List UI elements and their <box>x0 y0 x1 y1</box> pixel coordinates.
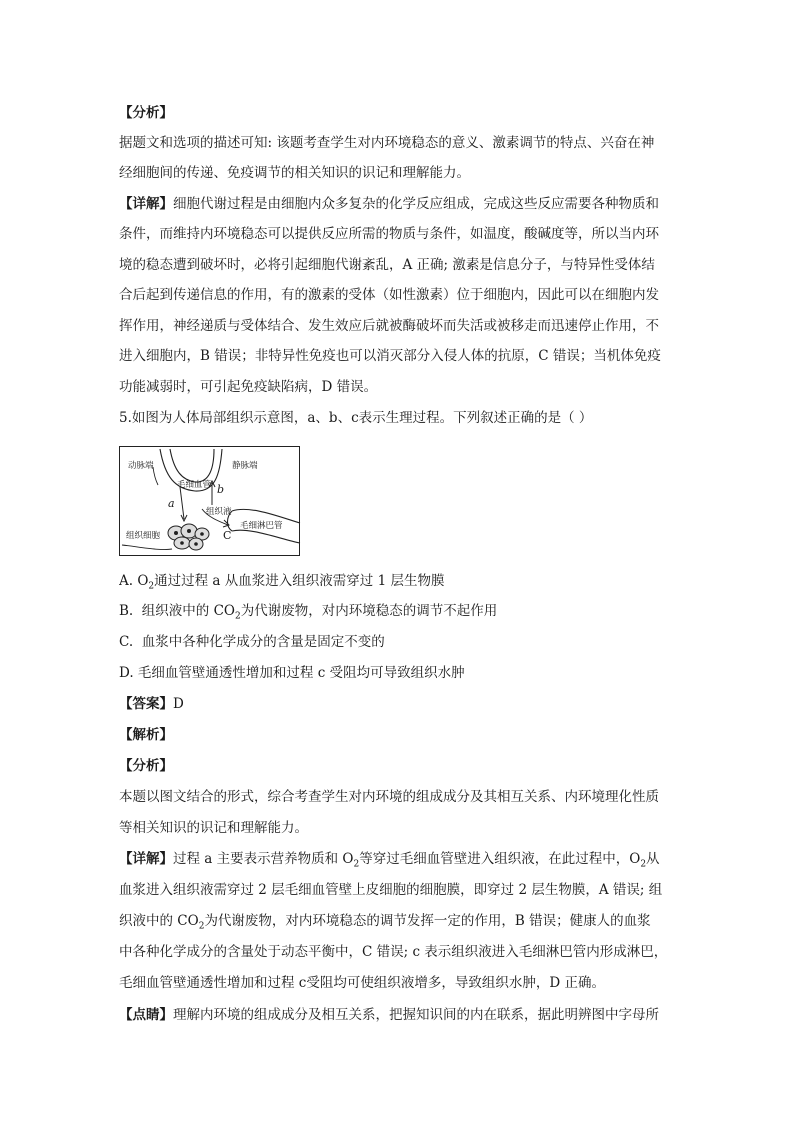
question-stem: 5.如图为人体局部组织示意图，a、b、c表示生理过程。下列叙述正确的是（ ） <box>119 410 593 426</box>
tip-text: 理解内环境的组成成分及相互关系，把握知识间的内在联系，据此明辨图中字母所 <box>173 1007 659 1023</box>
q5-detail-l1-b: 等穿过毛细血管壁进入组织液，在此过程中，O <box>359 851 641 867</box>
option-d-text: 毛细血管壁通透性增加和过程 c 受阻均可导致组织水肿 <box>133 665 465 681</box>
option-b-text-2: 为代谢废物，对内环境稳态的调节不起作用 <box>240 603 498 619</box>
option-a-text-1: O <box>133 573 149 589</box>
q5-detail-sub-2: 2 <box>640 859 647 870</box>
process-c-label: C <box>223 529 232 542</box>
detail-line-7: 功能减弱时，可引起免疫缺陷病，D 错误。 <box>119 379 378 395</box>
detail-line-6: 进入细胞内，B 错误；非特异性免疫也可以消灭部分入侵人体的抗原，C 错误；当机体免疫 <box>119 348 661 364</box>
option-d-letter: D. <box>119 665 134 681</box>
option-a-letter: A. <box>119 573 134 589</box>
option-c-letter: C. <box>119 634 134 650</box>
option-b <box>119 601 679 627</box>
tissue-fluid-label: 组织液 <box>206 507 232 517</box>
answer-line <box>119 694 679 714</box>
detail-line-1: 细胞代谢过程是由细胞内众多复杂的化学反应组成，完成这些反应需要各种物质和 <box>173 196 659 212</box>
q5-analysis-heading: 【分析】 <box>119 758 173 774</box>
lymph-capillary-label: 毛细淋巴管 <box>240 521 283 531</box>
analysis-line-1: 据题文和选项的描述可知: 该题考查学生对内环境稳态的意义、激素调节的特点、兴奋在神 <box>119 135 655 151</box>
capillary-label: 毛细血管 <box>177 480 212 490</box>
process-b-label: b <box>217 483 225 496</box>
q5-detail-line-4: 中各种化学成分的含量处于动态平衡中，C 错误; c 表示组织液进入毛细淋巴管内形成淋巴， <box>119 944 668 960</box>
option-b-sub: 2 <box>235 611 241 622</box>
tip-line <box>119 1005 679 1025</box>
option-c <box>119 632 679 652</box>
q5-detail-heading: 【详解】 <box>119 851 173 867</box>
detail-heading: 【详解】 <box>119 196 173 212</box>
detail-line-2: 条件，而维持内环境稳态可以提供反应所需的物质与条件，如温度，酸碱度等，所以当内环 <box>119 226 659 242</box>
q5-detail-l3-b: 为代谢废物，对内环境稳态的调节发挥一定的作用，B 错误；健康人的血浆 <box>204 913 651 929</box>
option-c-text: 血浆中各种化学成分的含量是固定不变的 <box>133 634 385 650</box>
vein-end-label: 静脉端 <box>232 461 258 471</box>
option-a-text-2: 通过过程 a 从血浆进入组织液需穿过 1 层生物膜 <box>154 573 445 589</box>
q5-detail-sub-1: 2 <box>353 859 360 870</box>
tip-heading: 【点睛】 <box>119 1007 173 1023</box>
detail-line-4: 合后起到传递信息的作用，有的激素的受体（如性激素）位于细胞内，因此可以在细胞内发 <box>119 287 659 303</box>
q5-detail-l1-a: 过程 a 主要表示营养物质和 O <box>173 851 354 867</box>
q5-detail-l1-c: 从 <box>646 851 660 867</box>
option-b-letter: B. <box>119 603 134 619</box>
artery-end-label: 动脉端 <box>128 461 154 471</box>
tissue-cell-label: 组织细胞 <box>126 531 161 541</box>
option-d <box>119 663 679 683</box>
q5-detail-line-3 <box>119 911 679 937</box>
answer-value: D <box>173 696 184 712</box>
answer-heading: 【答案】 <box>119 696 173 712</box>
option-a-sub: 2 <box>148 581 155 592</box>
q5-detail-l3-a: 织液中的 CO <box>119 913 199 929</box>
detail-line-3: 境的稳态遭到破坏时，必将引起细胞代谢紊乱，A 正确; 激素是信息分子，与特异性受体结 <box>119 257 655 273</box>
q5-detail-sub-3: 2 <box>198 921 205 932</box>
q5-detail-line-2: 血浆进入组织液需穿过 2 层毛细血管壁上皮细胞的细胞膜，即穿过 2 层生物膜，A 错误; 组 <box>119 882 663 898</box>
q5-detail-line-1 <box>119 849 679 875</box>
tissue-diagram <box>119 446 300 556</box>
option-b-text-1: 组织液中的 CO <box>133 603 235 619</box>
detail-line-5: 挥作用，神经递质与受体结合、发生效应后就被酶破坏而失活或被移走而迅速停止作用，不 <box>119 318 659 334</box>
q5-detail-line-5: 毛细血管壁通透性增加和过程 c受阻均可使组织液增多，导致组织水肿，D 正确。 <box>119 975 605 991</box>
option-a <box>119 571 679 597</box>
q5-analysis-line-2: 等相关知识的识记和理解能力。 <box>119 820 308 836</box>
process-a-label: a <box>168 497 175 510</box>
q5-analysis-line-1: 本题以图文结合的形式，综合考查学生对内环境的组成成分及其相互关系、内环境理化性质 <box>119 789 659 805</box>
analysis-heading: 【分析】 <box>119 105 173 121</box>
detail-paragraph-1 <box>119 194 679 214</box>
explanation-heading: 【解析】 <box>119 727 173 743</box>
analysis-line-2: 经细胞间的传递、免疫调节的相关知识的识记和理解能力。 <box>119 165 470 181</box>
